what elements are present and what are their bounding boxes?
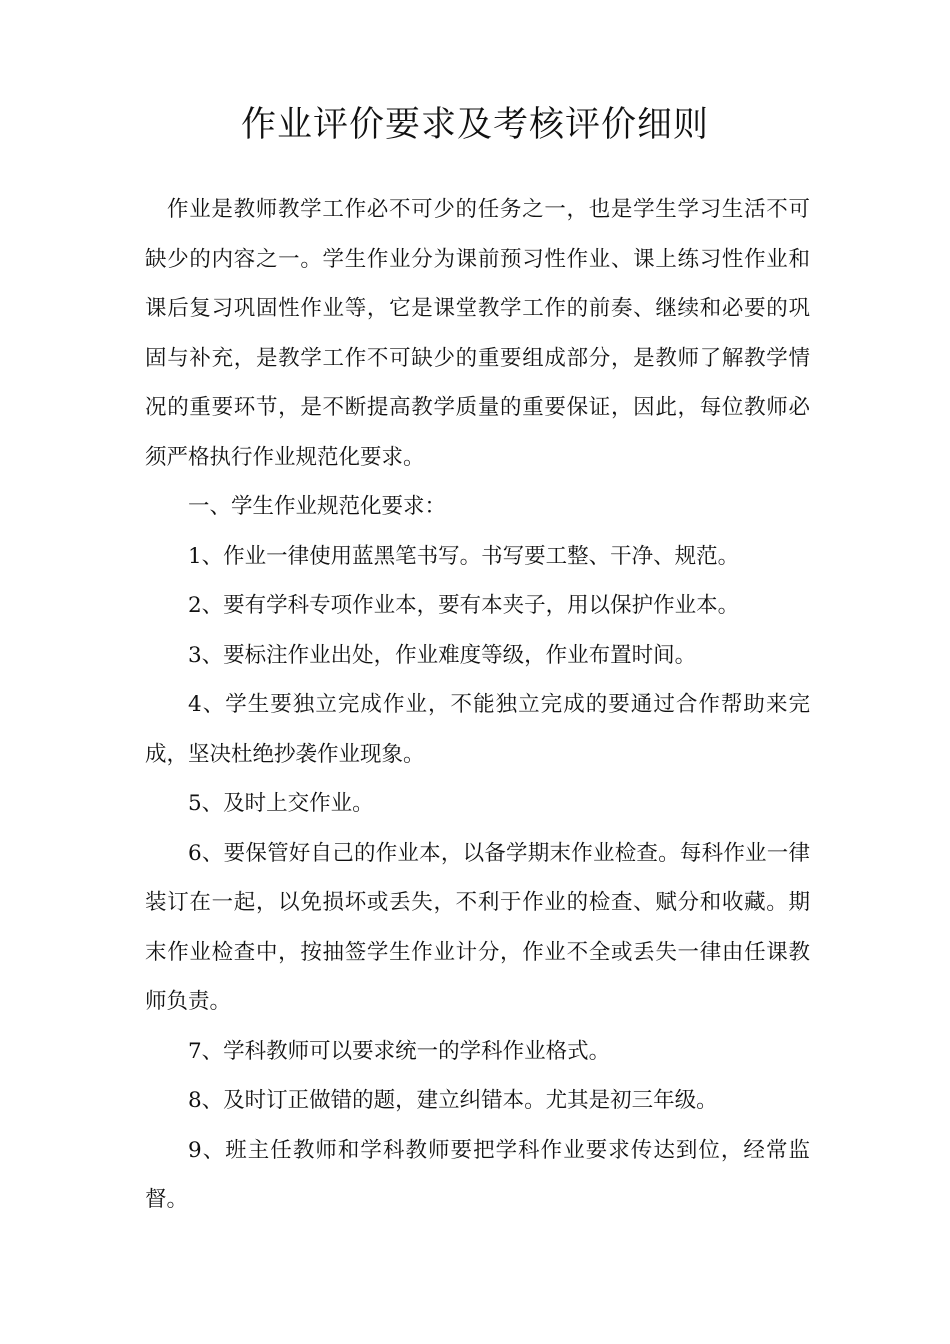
- list-item-9: 9、班主任教师和学科教师要把学科作业要求传达到位，经常监督。: [145, 1137, 810, 1212]
- intro-paragraph: 作业是教师教学工作必不可少的任务之一，也是学生学习生活不可缺少的内容之一。学生作业分为课前预习性作业、课上练习性作业和课后复习巩固性作业等，它是课堂教学工作的前奏、继续和必要的巩固与补充，是教学工作不可缺少的重要组成部分，是教师了解教学情况的重要环节，是不断提高教学质量的重要保证，因此，每位教师必须严格执行作业规范化要求。: [145, 197, 810, 470]
- document-title: 作业评价要求及考核评价细则: [240, 105, 709, 145]
- list-item-3: 3、要标注作业出处，作业难度等级，作业布置时间。: [188, 642, 697, 668]
- section-heading: 一、学生作业规范化要求：: [188, 494, 447, 519]
- document-body: [145, 185, 810, 1225]
- list-item-1: 1、作业一律使用蓝黑笔书写。书写要工整、干净、规范。: [188, 543, 740, 569]
- list-item-4: 4、学生要独立完成作业，不能独立完成的要通过合作帮助来完成，坚决杜绝抄袭作业现象。: [145, 692, 810, 767]
- list-item-5: 5、及时上交作业。: [188, 791, 374, 816]
- list-item-6: 6、要保管好自己的作业本，以备学期末作业检查。每科作业一律装订在一起，以免损坏或丢失，不利于作业的检查、赋分和收藏。期末作业检查中，按抽签学生作业计分，作业不全或丢失一律由任课教师负责。: [145, 840, 810, 1014]
- list-item-7: 7、学科教师可以要求统一的学科作业格式。: [188, 1038, 611, 1064]
- list-item-8: 8、及时订正做错的题，建立纠错本。尤其是初三年级。: [188, 1088, 718, 1113]
- list-item-2: 2、要有学科专项作业本，要有本夹子，用以保护作业本。: [188, 593, 740, 618]
